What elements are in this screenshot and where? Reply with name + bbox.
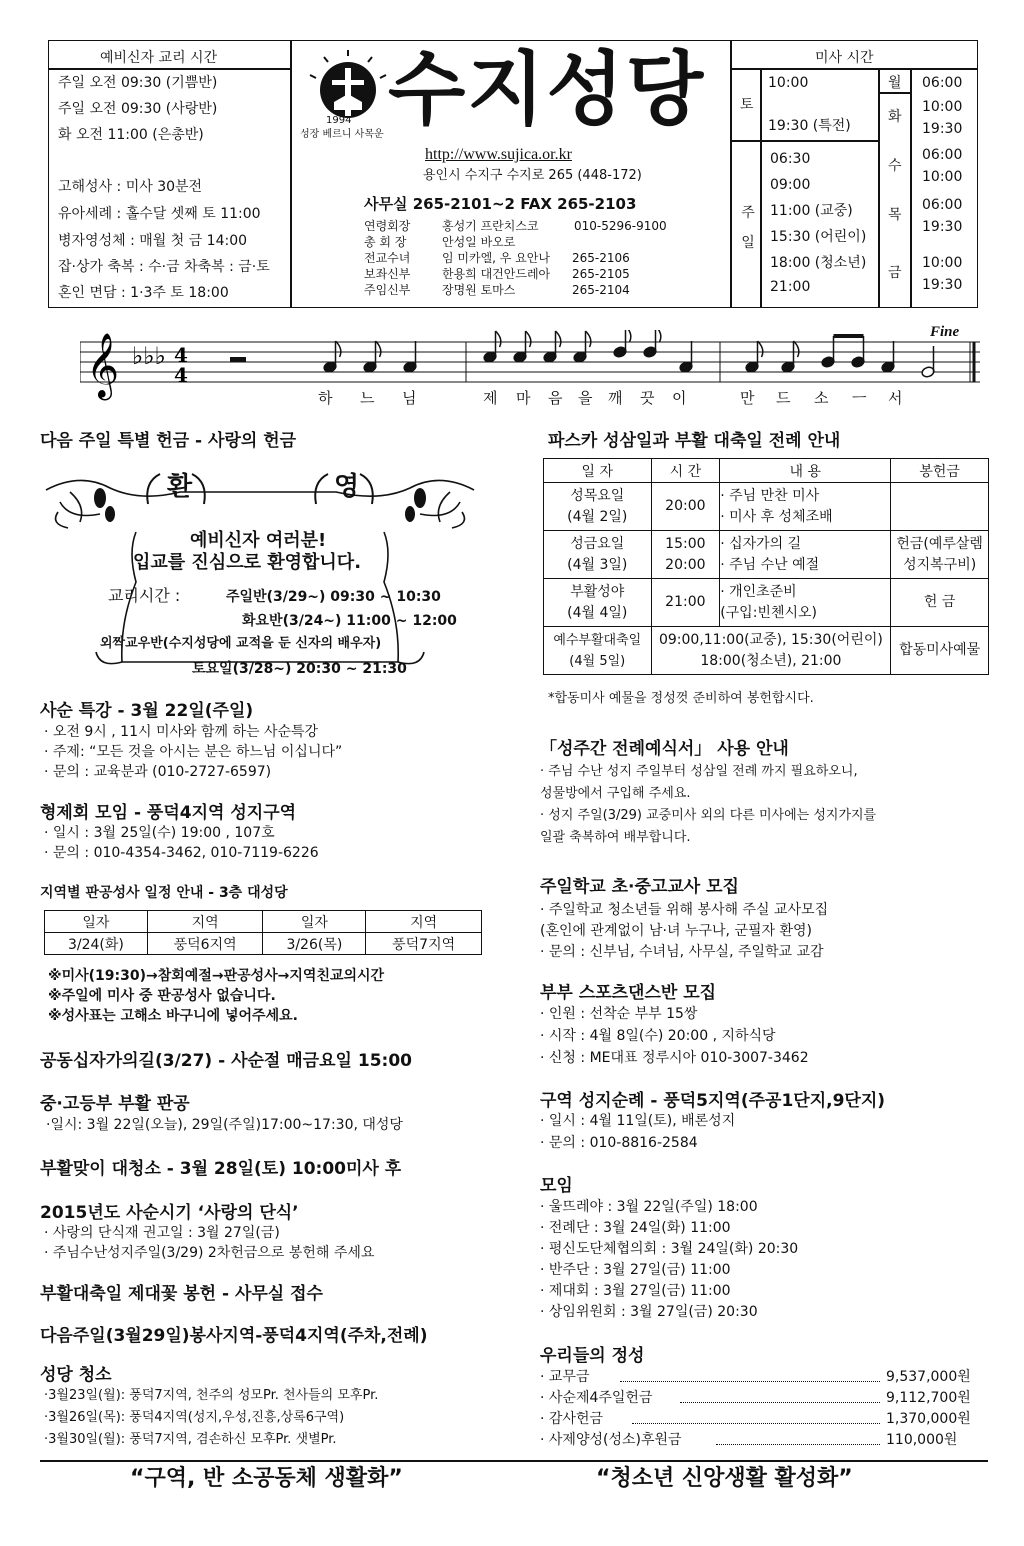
offering-amount: 1,370,000원 <box>886 1411 971 1427</box>
lyric-syllable: 님 <box>402 389 417 407</box>
flowers-notice: 부활대축일 제대꽃 봉헌 - 사무실 접수 <box>40 1284 323 1304</box>
mass-title: 미사 시간 <box>815 50 874 66</box>
pilgrim-title: 구역 성지순례 - 풍덕5지역(주공1단지,9단지) <box>540 1091 886 1111</box>
lyric-syllable: 음 <box>548 389 563 407</box>
sunday-school-title: 주일학교 초·중고교사 모집 <box>540 877 739 897</box>
lyric-syllable: 끗 <box>640 389 655 407</box>
lyric-syllable: 을 <box>578 389 593 407</box>
offering-summary-title: 우리들의 정성 <box>540 1346 645 1366</box>
meeting-item: · 울뜨레야 : 3월 22일(주일) 18:00 <box>540 1199 758 1215</box>
easter-table <box>543 458 989 675</box>
easter-offering: 합동미사예물 <box>891 627 989 675</box>
dance-item: · 인원 : 선착순 부부 15쌍 <box>540 1006 698 1022</box>
time-signature-top: 4 <box>174 343 188 367</box>
confession-header: 일자 <box>263 911 366 933</box>
note-flag <box>586 331 591 347</box>
contact-name: 장명원 토마스 <box>442 283 516 297</box>
confession-note: ※성사표는 고해소 바구니에 넣어주세요. <box>48 1008 298 1024</box>
offering-label: · 감사헌금 <box>540 1411 603 1427</box>
catechism-row: 고해성사 : 미사 30분전 <box>58 179 203 195</box>
music-fine: Fine <box>930 324 960 340</box>
catechism-row: 주일 오전 09:30 (기쁨반) <box>58 75 218 91</box>
confession-header: 지역 <box>366 911 482 933</box>
offering-amount: 9,537,000원 <box>886 1369 971 1385</box>
mass-sat-2: 19:30 (특전) <box>768 118 851 134</box>
clean-title: 성당 청소 <box>40 1365 112 1385</box>
mass-sunday-time: 21:00 <box>770 279 811 295</box>
contact-role: 연령회장 <box>364 219 411 233</box>
lecture-item: · 주제: “모든 것을 아시는 분은 하느님 이십니다” <box>44 744 343 760</box>
easter-time: 15:00 20:00 <box>651 531 720 579</box>
mass-weekday-label: 수 <box>888 158 902 174</box>
contact-name: 홍성기 프란치스코 <box>442 219 539 233</box>
note-flag <box>336 341 341 357</box>
catechism-row: 잡·상가 축복 : 수·금 차축복 : 금·토 <box>58 259 270 275</box>
cleaning-notice: 부활맞이 대청소 - 3월 28일(토) 10:00미사 후 <box>40 1159 402 1179</box>
mass-weekday-time: 19:30 <box>922 277 963 293</box>
lyric-syllable: ㅡ <box>852 389 867 407</box>
mass-sunday-time: 11:00 (교중) <box>770 203 853 219</box>
lyric-syllable: 깨 <box>608 389 623 407</box>
lyric-syllable: 이 <box>672 389 687 407</box>
sunday-school-item: · 주일학교 청소년들 위해 봉사해 주실 교사모집 <box>540 902 829 918</box>
mass-sunday-time: 18:00 (청소년) <box>770 255 867 271</box>
book-item: · 성지 주일(3/29) 교중미사 외의 다른 미사에는 성지가지를 <box>540 808 877 823</box>
mass-weekday-label: 월 <box>888 75 902 91</box>
mass-sunday-time: 06:30 <box>770 151 811 167</box>
logo-year: 1994 <box>326 115 352 126</box>
logo-motto: 성장 베르니 사목운 <box>300 129 384 140</box>
easter-time: 20:00 <box>651 483 720 531</box>
dance-item: · 시작 : 4월 8일(수) 20:00 , 지하식당 <box>540 1028 776 1044</box>
welcome-char-2: 영 <box>334 472 360 502</box>
mass-weekday-time: 19:30 <box>922 121 963 137</box>
dance-title: 부부 스포츠댄스반 모집 <box>540 983 717 1003</box>
meeting-title: 모임 <box>540 1176 573 1196</box>
footer-slogan-left: “구역, 반 소공동체 생활화” <box>130 1466 403 1491</box>
clean-item: ·3월23일(월): 풍덕7지역, 천주의 성모Pr. 천사들의 모후Pr. <box>44 1388 379 1403</box>
fast-item: · 주님수난성지주일(3/29) 2차헌금으로 봉헌해 주세요 <box>44 1245 375 1261</box>
confession-cell: 풍덕7지역 <box>366 933 482 955</box>
easter-title: 파스카 성삼일과 부활 대축일 전례 안내 <box>548 431 841 451</box>
meeting-item: · 반주단 : 3월 27일(금) 11:00 <box>540 1262 731 1278</box>
contact-phone: 265-2106 <box>572 251 630 265</box>
meeting-item: · 평신도단체협의회 : 3월 24일(화) 20:30 <box>540 1241 799 1257</box>
meeting-item: · 전례단 : 3월 24일(화) 11:00 <box>540 1220 731 1236</box>
mass-weekday-time: 06:00 <box>922 147 963 163</box>
mass-sun-label: 주 일 <box>741 205 755 251</box>
brother-item: · 문의 : 010-4354-3462, 010-7119-6226 <box>44 845 319 861</box>
brother-item: · 일시 : 3월 25일(수) 19:00 , 107호 <box>44 825 275 841</box>
mass-sat-label: 토 <box>740 97 754 113</box>
confession-table <box>44 910 482 955</box>
catechism-row: 혼인 면담 : 1·3주 토 18:00 <box>58 285 229 301</box>
note-flag <box>376 341 381 357</box>
mass-weekday-time: 10:00 <box>922 99 963 115</box>
mass-weekday-time: 10:00 <box>922 255 963 271</box>
easter-date: 성목요일 (4월 2일) <box>544 483 652 531</box>
easter-note: *합동미사 예물을 정성껏 준비하여 봉헌합시다. <box>548 691 814 706</box>
offering-label: · 사제양성(성소)후원금 <box>540 1432 682 1448</box>
confession-header: 지역 <box>147 911 263 933</box>
easter-content: 09:00,11:00(교중), 15:30(어린이) 18:00(청소년), 21:00 <box>651 627 891 675</box>
lyric-syllable: 하 <box>318 389 333 407</box>
catechism-row: 병자영성체 : 매월 첫 금 14:00 <box>58 233 248 249</box>
note-flag <box>496 331 501 347</box>
note-flag <box>556 331 561 347</box>
catechism-row: 주일 오전 09:30 (사랑반) <box>58 101 218 117</box>
confession-title: 지역별 판공성사 일정 안내 - 3층 대성당 <box>40 885 288 901</box>
half-rest <box>230 357 246 362</box>
contact-phone: 010-5296-9100 <box>574 219 667 233</box>
welcome-line-2: 입교를 진심으로 환영합니다. <box>133 552 362 573</box>
welcome-line-1: 예비신자 여러분! <box>190 530 327 551</box>
offering-leader <box>620 1381 880 1382</box>
note-flag <box>656 330 661 342</box>
easter-date: 부활성야 (4월 4일) <box>544 579 652 627</box>
easter-offering: 헌금(예루살렘 성지복구비) <box>891 531 989 579</box>
confession-cell: 풍덕6지역 <box>147 933 263 955</box>
confession-note: ※주일에 미사 중 판공성사 없습니다. <box>48 988 276 1004</box>
note-flag <box>526 331 531 347</box>
flat-signs: ♭♭♭ <box>132 342 166 370</box>
church-url[interactable]: http://www.sujica.or.kr <box>425 146 572 163</box>
mass-sunday-time: 09:00 <box>770 177 811 193</box>
stations-notice: 공동십자가의길(3/27) - 사순절 매금요일 15:00 <box>40 1051 412 1071</box>
offering-amount: 110,000원 <box>886 1432 958 1448</box>
note-flag <box>758 341 763 357</box>
confession-cell: 3/26(목) <box>263 933 366 955</box>
class-label: 교리시간 : <box>108 586 181 605</box>
meeting-item: · 상임위원회 : 3월 27일(금) 20:30 <box>540 1304 758 1320</box>
lyric-syllable: 서 <box>888 389 903 407</box>
offering-leader <box>716 1444 880 1445</box>
book-item: 일괄 축복하여 배부합니다. <box>540 830 691 845</box>
meeting-item: · 제대회 : 3월 27일(금) 11:00 <box>540 1283 731 1299</box>
mass-weekday-time: 10:00 <box>922 169 963 185</box>
clean-item: ·3월26일(목): 풍덕4지역(성지,우성,진흥,상록6구역) <box>44 1410 345 1425</box>
mass-sat-1: 10:00 <box>768 75 809 91</box>
contact-name: 안성일 바오로 <box>442 235 516 249</box>
lecture-title: 사순 특강 - 3월 22일(주일) <box>40 701 254 721</box>
easter-date: 성금요일 (4월 3일) <box>544 531 652 579</box>
note-flag <box>794 341 799 357</box>
offering-leader <box>632 1423 880 1424</box>
lyric-syllable: 느 <box>360 389 375 407</box>
mass-weekday-label: 금 <box>888 265 902 281</box>
youth-title: 중·고등부 부활 판공 <box>40 1094 190 1114</box>
note-flag <box>626 330 631 342</box>
class-sunday: 주일반(3/29~) 09:30 ~ 10:30 <box>226 589 441 605</box>
mass-weekday-time: 19:30 <box>922 219 963 235</box>
fast-item: · 사랑의 단식재 권고일 : 3월 27일(금) <box>44 1225 280 1241</box>
contact-name: 한용희 대건안드레아 <box>442 267 551 281</box>
offering-title: 다음 주일 특별 헌금 - 사랑의 헌금 <box>40 431 297 451</box>
fast-title: 2015년도 사순시기 ‘사랑의 단식’ <box>40 1203 299 1223</box>
church-address: 용인시 수지구 수지로 265 (448-172) <box>423 168 642 183</box>
catechism-row: 유아세례 : 홀수달 셋째 토 11:00 <box>58 206 261 222</box>
youth-item: ·일시: 3월 22일(오늘), 29일(주일)17:00~17:30, 대성당 <box>46 1117 403 1133</box>
easter-content: · 개인초준비 (구입:빈첸시오) <box>720 579 891 627</box>
easter-offering <box>891 483 989 531</box>
easter-header: 시 간 <box>651 459 720 483</box>
catechism-title: 예비신자 교리 시간 <box>100 50 218 66</box>
church-name: 수지성당 <box>388 43 706 136</box>
lyric-syllable: 마 <box>516 389 531 407</box>
catechism-row: 화 오전 11:00 (은총반) <box>58 127 204 143</box>
mass-weekday-label: 목 <box>888 207 902 223</box>
lyric-syllable: 소 <box>814 389 829 407</box>
confession-cell: 3/24(화) <box>45 933 148 955</box>
pilgrim-item: · 문의 : 010-8816-2584 <box>540 1135 698 1151</box>
offering-label: · 교무금 <box>540 1369 590 1385</box>
easter-header: 내 용 <box>720 459 891 483</box>
mass-weekday-label: 화 <box>888 109 902 125</box>
easter-offering: 헌 금 <box>891 579 989 627</box>
time-signature-bottom: 4 <box>174 363 188 387</box>
sunday-school-item: (혼인에 관계없이 남·녀 누구나, 군필자 환영) <box>540 923 812 939</box>
welcome-char-1: 환 <box>167 472 193 502</box>
lecture-item: · 문의 : 교육분과 (010-2727-6597) <box>44 764 272 780</box>
contact-role: 전교수녀 <box>364 251 411 265</box>
confession-header: 일자 <box>45 911 148 933</box>
lyric-syllable: 만 <box>740 389 755 407</box>
easter-content: · 십자가의 길 · 주님 수난 예절 <box>720 531 891 579</box>
easter-header: 일 자 <box>544 459 652 483</box>
mass-weekday-time: 06:00 <box>922 197 963 213</box>
treble-clef: 𝄞 <box>86 333 120 398</box>
footer-slogan-right: “청소년 신앙생활 활성화” <box>596 1466 853 1491</box>
contact-role: 주임신부 <box>364 283 411 297</box>
contact-role: 총 회 장 <box>364 235 407 249</box>
confession-note: ※미사(19:30)→참회예절→판공성사→지역친교의시간 <box>48 968 385 984</box>
contact-role: 보좌신부 <box>364 267 411 281</box>
class-tuesday: 화요반(3/24~) 11:00 ~ 12:00 <box>242 613 457 629</box>
office-phone: 사무실 265-2101~2 FAX 265-2103 <box>364 195 637 213</box>
clean-item: ·3월30일(월): 풍덕7지역, 겸손하신 모후Pr. 샛별Pr. <box>44 1432 337 1447</box>
easter-date: 예수부활대축일 (4월 5일) <box>544 627 652 675</box>
sunday-school-item: · 문의 : 신부님, 수녀님, 사무실, 주일학교 교감 <box>540 944 824 960</box>
mass-weekday-time: 06:00 <box>922 75 963 91</box>
offering-label: · 사순제4주일헌금 <box>540 1390 653 1406</box>
brother-title: 형제회 모임 - 풍덕4지역 성지구역 <box>40 803 297 823</box>
book-title: 「성주간 전례예식서」 사용 안내 <box>540 739 789 759</box>
service-notice: 다음주일(3월29일)봉사지역-풍덕4지역(주차,전례) <box>40 1326 428 1346</box>
contact-name: 임 미카엘, 우 요안나 <box>442 251 550 265</box>
contact-phone: 265-2105 <box>572 267 630 281</box>
pilgrim-item: · 일시 : 4월 11일(토), 배론성지 <box>540 1113 736 1129</box>
class-saturday: 토요일(3/28~) 20:30 ~ 21:30 <box>192 661 407 677</box>
easter-content: · 주님 만찬 미사 · 미사 후 성체조배 <box>720 483 891 531</box>
mass-sunday-time: 15:30 (어린이) <box>770 229 867 245</box>
offering-leader <box>680 1402 880 1403</box>
lyric-syllable: 드 <box>776 389 791 407</box>
offering-amount: 9,112,700원 <box>886 1390 971 1406</box>
class-spouse: 외짝교우반(수지성당에 교적을 둔 신자의 배우자) <box>100 636 382 651</box>
book-item: · 주님 수난 성지 주일부터 성삼일 전례 까지 필요하오니, <box>540 764 858 779</box>
easter-time: 21:00 <box>651 579 720 627</box>
easter-header: 봉헌금 <box>891 459 989 483</box>
book-item: 성물방에서 구입해 주세요. <box>540 786 691 801</box>
dance-item: · 신청 : ME대표 정루시아 010-3007-3462 <box>540 1050 809 1066</box>
contact-phone: 265-2104 <box>572 283 630 297</box>
lecture-item: · 오전 9시 , 11시 미사와 함께 하는 사순특강 <box>44 724 319 740</box>
lyric-syllable: 제 <box>483 389 498 407</box>
